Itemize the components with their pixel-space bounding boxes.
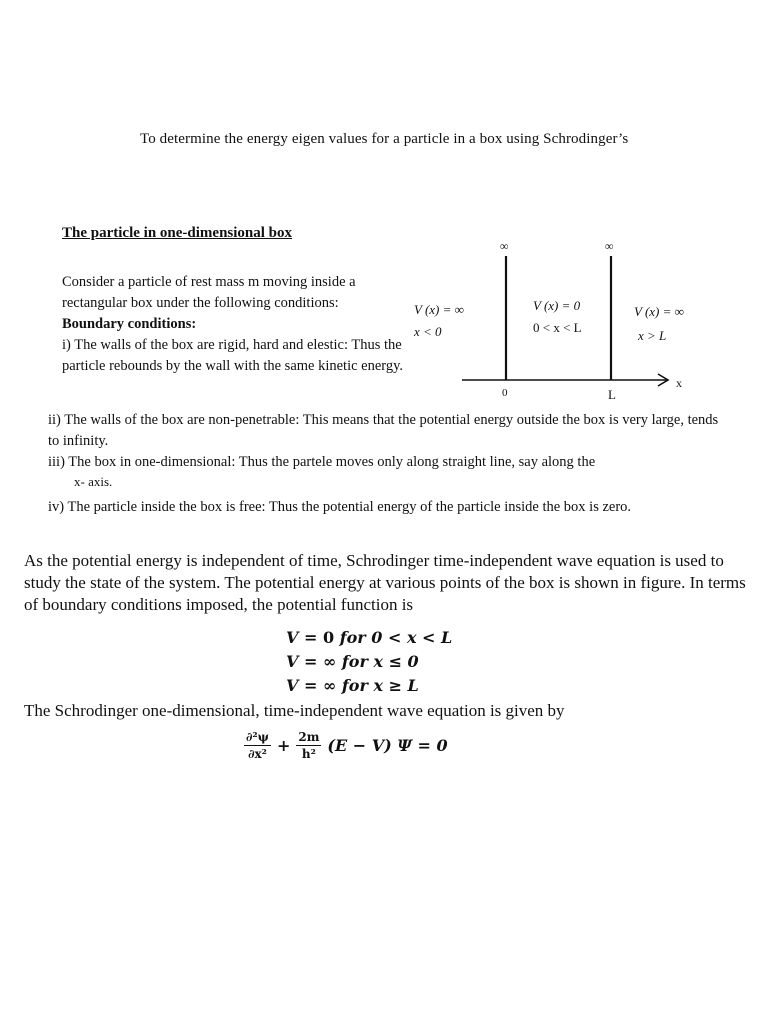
eq-lhs: V: [286, 652, 299, 671]
eq-for: for: [341, 652, 368, 671]
eq-condition: x ≤ 0: [373, 652, 419, 671]
document-title: To determine the energy eigen values for a particle in a box using Schrodinger’s: [140, 131, 629, 147]
eq-condition: x ≥ L: [373, 676, 419, 695]
equation-rest: (E − V) Ψ = 0: [327, 736, 448, 755]
plus-sign: +: [276, 736, 291, 755]
eq-value: ∞: [322, 652, 337, 671]
potential-equations: [286, 626, 452, 698]
equation-row: [286, 626, 452, 650]
condition-2: ii) The walls of the box are non-penetrable: This means that the potential energy outside the box is very large, tends to infinity.: [48, 412, 719, 449]
intro-paragraph: [62, 272, 412, 377]
potential-well-svg: [402, 236, 732, 406]
eq-for: for: [339, 628, 366, 647]
equation-row: [286, 650, 452, 674]
L-label: L: [608, 387, 616, 402]
eq-value: 0: [322, 628, 335, 647]
right-range-label: x > L: [638, 328, 667, 343]
eq-for: for: [341, 676, 368, 695]
origin-label: 0: [502, 387, 508, 399]
intro-text: Consider a particle of rest mass m moving inside a rectangular box under the following conditions:: [62, 274, 356, 311]
body-paragraph: [24, 550, 746, 616]
section-heading: The particle in one-dimensional box: [62, 225, 293, 241]
right-potential-label: V (x) = ∞: [634, 304, 684, 319]
frac1-numerator: ∂²ψ: [246, 730, 269, 744]
wave-equation: [244, 730, 448, 761]
condition-3: iii) The box in one-dimensional: Thus the partele moves only along straight line, say along the: [48, 454, 596, 470]
condition-4: iv) The particle inside the box is free: Thus the potential energy of the particle inside the box is zero.: [48, 499, 632, 515]
eq-sign: =: [304, 652, 318, 671]
middle-range-label: 0 < x < L: [533, 320, 582, 335]
x-axis-label: x: [676, 376, 682, 390]
condition-1: i) The walls of the box are rigid, hard and elestic: Thus the particle rebounds by the wall with the same kinetic energy.: [62, 337, 404, 374]
left-potential-label: V (x) = ∞: [414, 302, 464, 317]
left-wall-infinity: ∞: [500, 239, 509, 253]
second-derivative-fraction: [244, 730, 271, 761]
eq-lhs: V: [286, 628, 299, 647]
middle-potential-label: V (x) = 0: [533, 298, 581, 313]
eq-sign: =: [304, 676, 318, 695]
frac2-denominator: h²: [301, 747, 316, 761]
eq-sign: =: [304, 628, 318, 647]
conditions-list: [48, 410, 728, 518]
mass-fraction: [296, 730, 321, 761]
eq-lhs: V: [286, 676, 299, 695]
eq-value: ∞: [322, 676, 337, 695]
eq-condition: 0 < x < L: [371, 628, 453, 647]
condition-3-continued: x- axis.: [74, 474, 113, 489]
equation-row: [286, 674, 452, 698]
frac2-numerator: 2m: [298, 730, 320, 744]
schrodinger-intro: The Schrodinger one-dimensional, time-independent wave equation is given by: [24, 701, 565, 720]
potential-well-diagram: [402, 236, 732, 406]
left-range-label: x < 0: [414, 324, 442, 339]
right-wall-infinity: ∞: [605, 239, 614, 253]
body-text: As the potential energy is independent of time, Schrodinger time-independent wave equation is used to study the state of the system. The potential energy at various points of the box is shown in figure. In terms of boundary conditions imposed, the potential function is: [24, 551, 746, 614]
frac1-denominator: ∂x²: [248, 747, 267, 761]
boundary-conditions-heading: Boundary conditions:: [62, 316, 197, 332]
